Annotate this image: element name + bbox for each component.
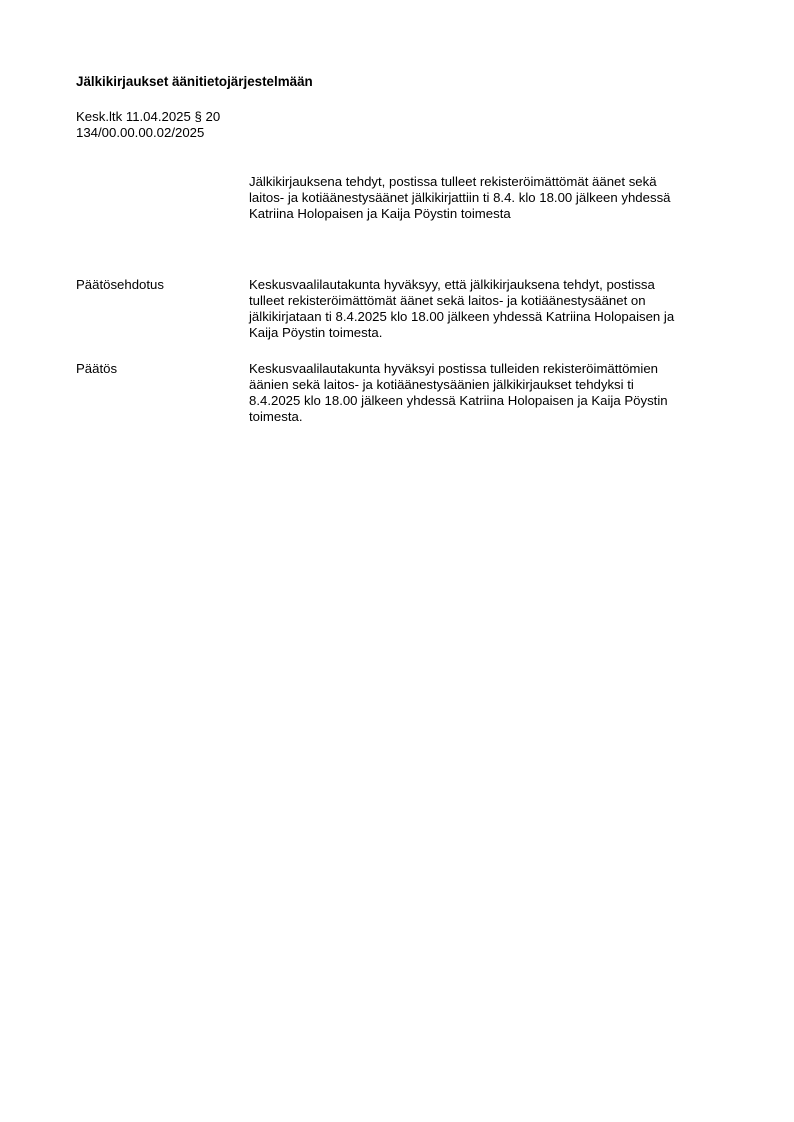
meeting-reference [76,109,220,141]
case-number: 134/00.00.00.02/2025 [76,125,205,140]
intro-line: Katriina Holopaisen ja Kaija Pöystin toimesta [249,206,511,221]
intro-line: Jälkikirjauksena tehdyt, postissa tulleet rekisteröimättömät äänet sekä [249,174,657,189]
proposal-label: Päätösehdotus [76,277,164,292]
proposal-line: Kaija Pöystin toimesta. [249,325,383,340]
proposal-line: tulleet rekisteröimättömät äänet sekä laitos- ja kotiäänestysäänet on [249,293,646,308]
decision-line: äänien sekä laitos- ja kotiäänestysäänien jälkikirjaukset tehdyksi ti [249,377,634,392]
decision-line: toimesta. [249,409,303,424]
decision-label: Päätös [76,361,118,376]
intro-line: laitos- ja kotiäänestysäänet jälkikirjattiin ti 8.4. klo 18.00 jälkeen yhdessä [249,190,671,205]
proposal-line: jälkikirjataan ti 8.4.2025 klo 18.00 jälkeen yhdessä Katriina Holopaisen ja [249,309,675,324]
intro-paragraph [249,174,739,222]
meeting-line: Kesk.ltk 11.04.2025 § 20 [76,109,221,124]
decision-paragraph [249,361,739,425]
decision-line: Keskusvaalilautakunta hyväksyi postissa tulleiden rekisteröimättömien [249,361,659,376]
proposal-paragraph [249,277,739,341]
decision-line: 8.4.2025 klo 18.00 jälkeen yhdessä Katriina Holopaisen ja Kaija Pöystin [249,393,668,408]
proposal-line: Keskusvaalilautakunta hyväksyy, että jälkikirjauksena tehdyt, postissa [249,277,655,292]
document-title: Jälkikirjaukset äänitietojärjestelmään [76,74,313,89]
